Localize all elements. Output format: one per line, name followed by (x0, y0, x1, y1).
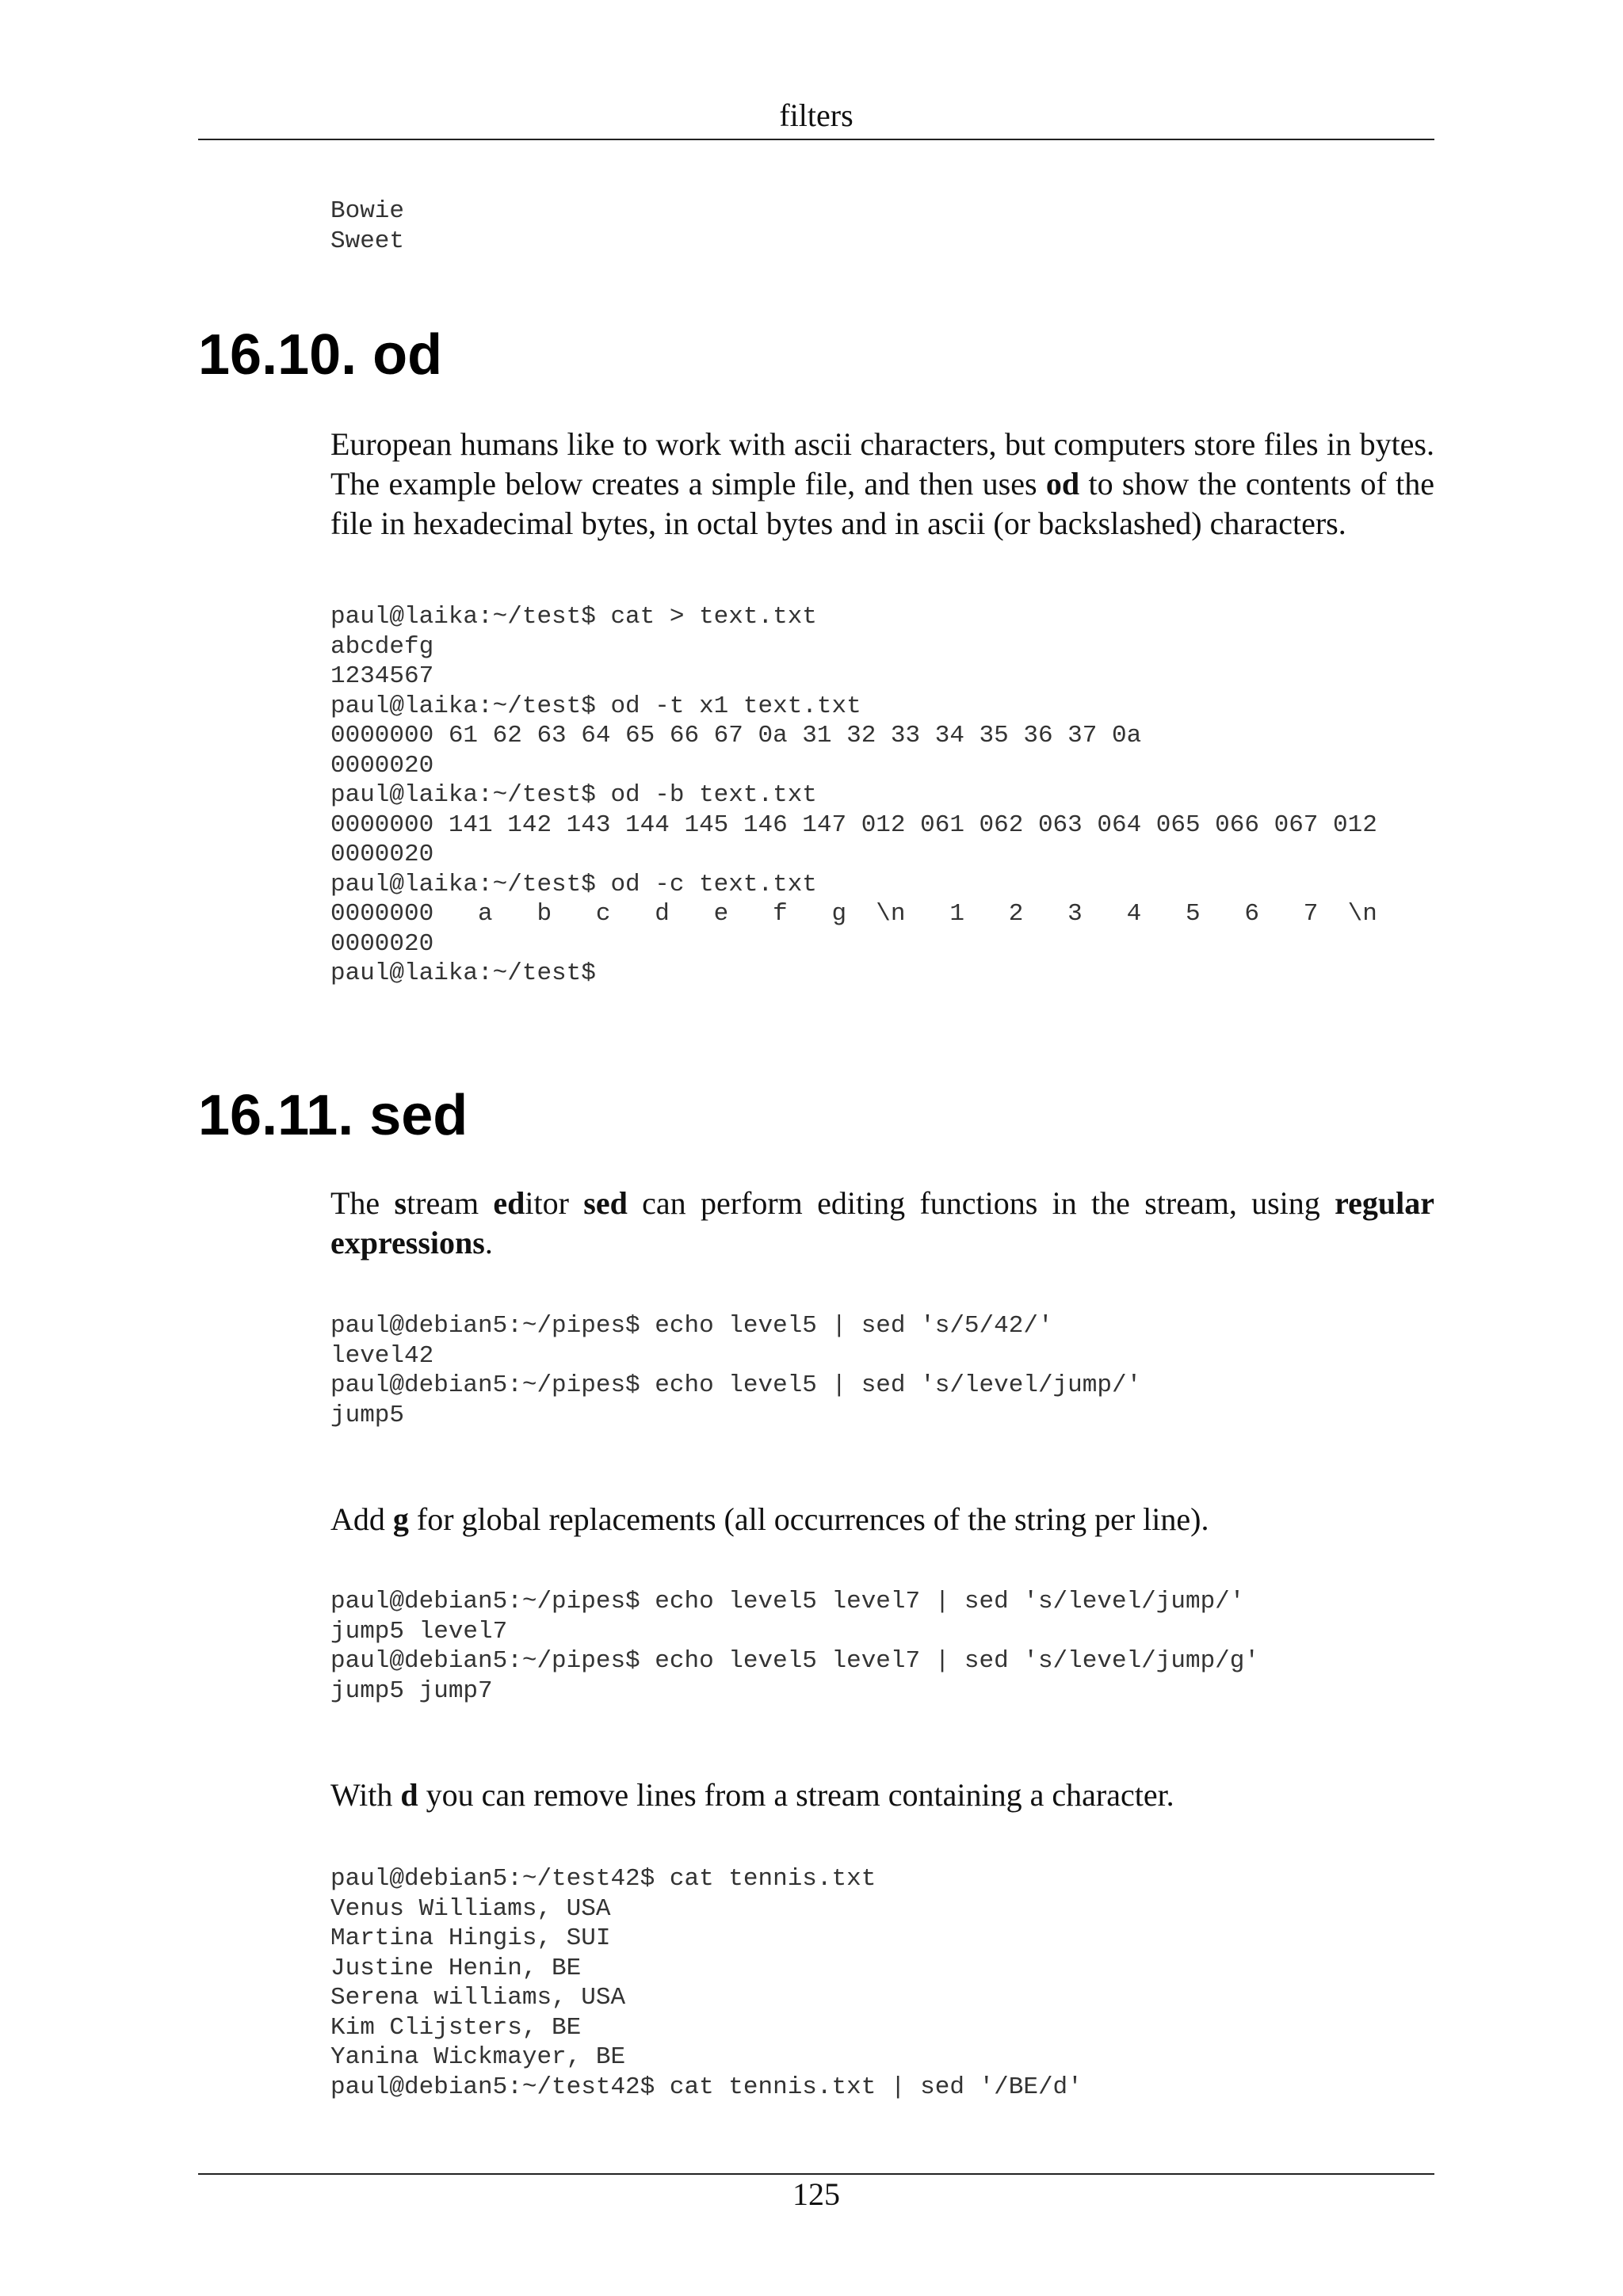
paragraph-text: itor (525, 1185, 584, 1221)
paragraph-text: . (484, 1225, 493, 1261)
paragraph-text: you can remove lines from a stream containing a character. (418, 1777, 1174, 1813)
section-heading-od: 16.10. od (198, 323, 443, 387)
paragraph-text: Add (330, 1501, 393, 1537)
emphasis-ed: ed (493, 1185, 525, 1221)
paragraph-sed-intro (330, 1184, 1434, 1263)
command-od: od (1045, 466, 1080, 502)
paragraph-text: can perform editing functions in the stream, using (627, 1185, 1335, 1221)
paragraph-sed-global (330, 1500, 1434, 1539)
page-number: 125 (792, 2176, 840, 2212)
command-sed: sed (583, 1185, 628, 1221)
code-block-od: paul@laika:~/test$ cat > text.txt abcdefg 1234567 paul@laika:~/test$ od -t x1 text.txt 0000000 61 62 63 64 65 66 67 0a 31 32 33 34 35 36 37 0a 0000020 paul@laika:~/test$ od -b text.txt 0000000 141 142 143 144 145 146 147 012 061 062 063 064 065 066 067 012 0000020 paul@laika:~/test$ od -c text.txt 0000000 a b c d e f g \n 1 2 3 4 5 6 7 \n 0000020 paul@laika:~/test$ (330, 603, 1377, 987)
code-block-sed-basic: paul@debian5:~/pipes$ echo level5 | sed 's/5/42/' level42 paul@debian5:~/pipes$ echo level5 | sed 's/level/jump/' jump5 (330, 1312, 1142, 1429)
code-block-names: Bowie Sweet (330, 197, 405, 255)
paragraph-text: European humans like to work with ascii characters, but computers store files in bytes. The example below creates a simple file, and then uses (330, 426, 1434, 502)
emphasis-regular-expressions: regular expressions (330, 1185, 1434, 1261)
paragraph-text: for global replacements (all occurrences of the string per line). (408, 1501, 1209, 1537)
running-header: filters (779, 97, 854, 133)
emphasis-s: s (394, 1185, 407, 1221)
paragraph-text: With (330, 1777, 401, 1813)
paragraph-od-intro (330, 425, 1434, 543)
paragraph-text: The (330, 1185, 395, 1221)
paragraph-text: to show the contents of the file in hexadecimal bytes, in octal bytes and in ascii (or backslashed) characters. (330, 466, 1434, 541)
flag-g: g (392, 1501, 409, 1537)
section-heading-sed: 16.11. sed (198, 1084, 468, 1147)
code-block-sed-delete: paul@debian5:~/test42$ cat tennis.txt Venus Williams, USA Martina Hingis, SUI Justine Henin, BE Serena williams, USA Kim Clijsters, BE Yanina Wickmayer, BE paul@debian5:~/test42$ cat tennis.txt | sed '/BE/d' (330, 1865, 1083, 2101)
paragraph-text: tream (407, 1185, 494, 1221)
header-rule (198, 139, 1434, 140)
code-block-sed-global: paul@debian5:~/pipes$ echo level5 level7 | sed 's/level/jump/' jump5 level7 paul@debian5:~/pipes$ echo level5 level7 | sed 's/level/jump/g' jump5 jump7 (330, 1588, 1259, 1705)
command-d: d (400, 1777, 418, 1813)
paragraph-sed-delete (330, 1775, 1434, 1815)
